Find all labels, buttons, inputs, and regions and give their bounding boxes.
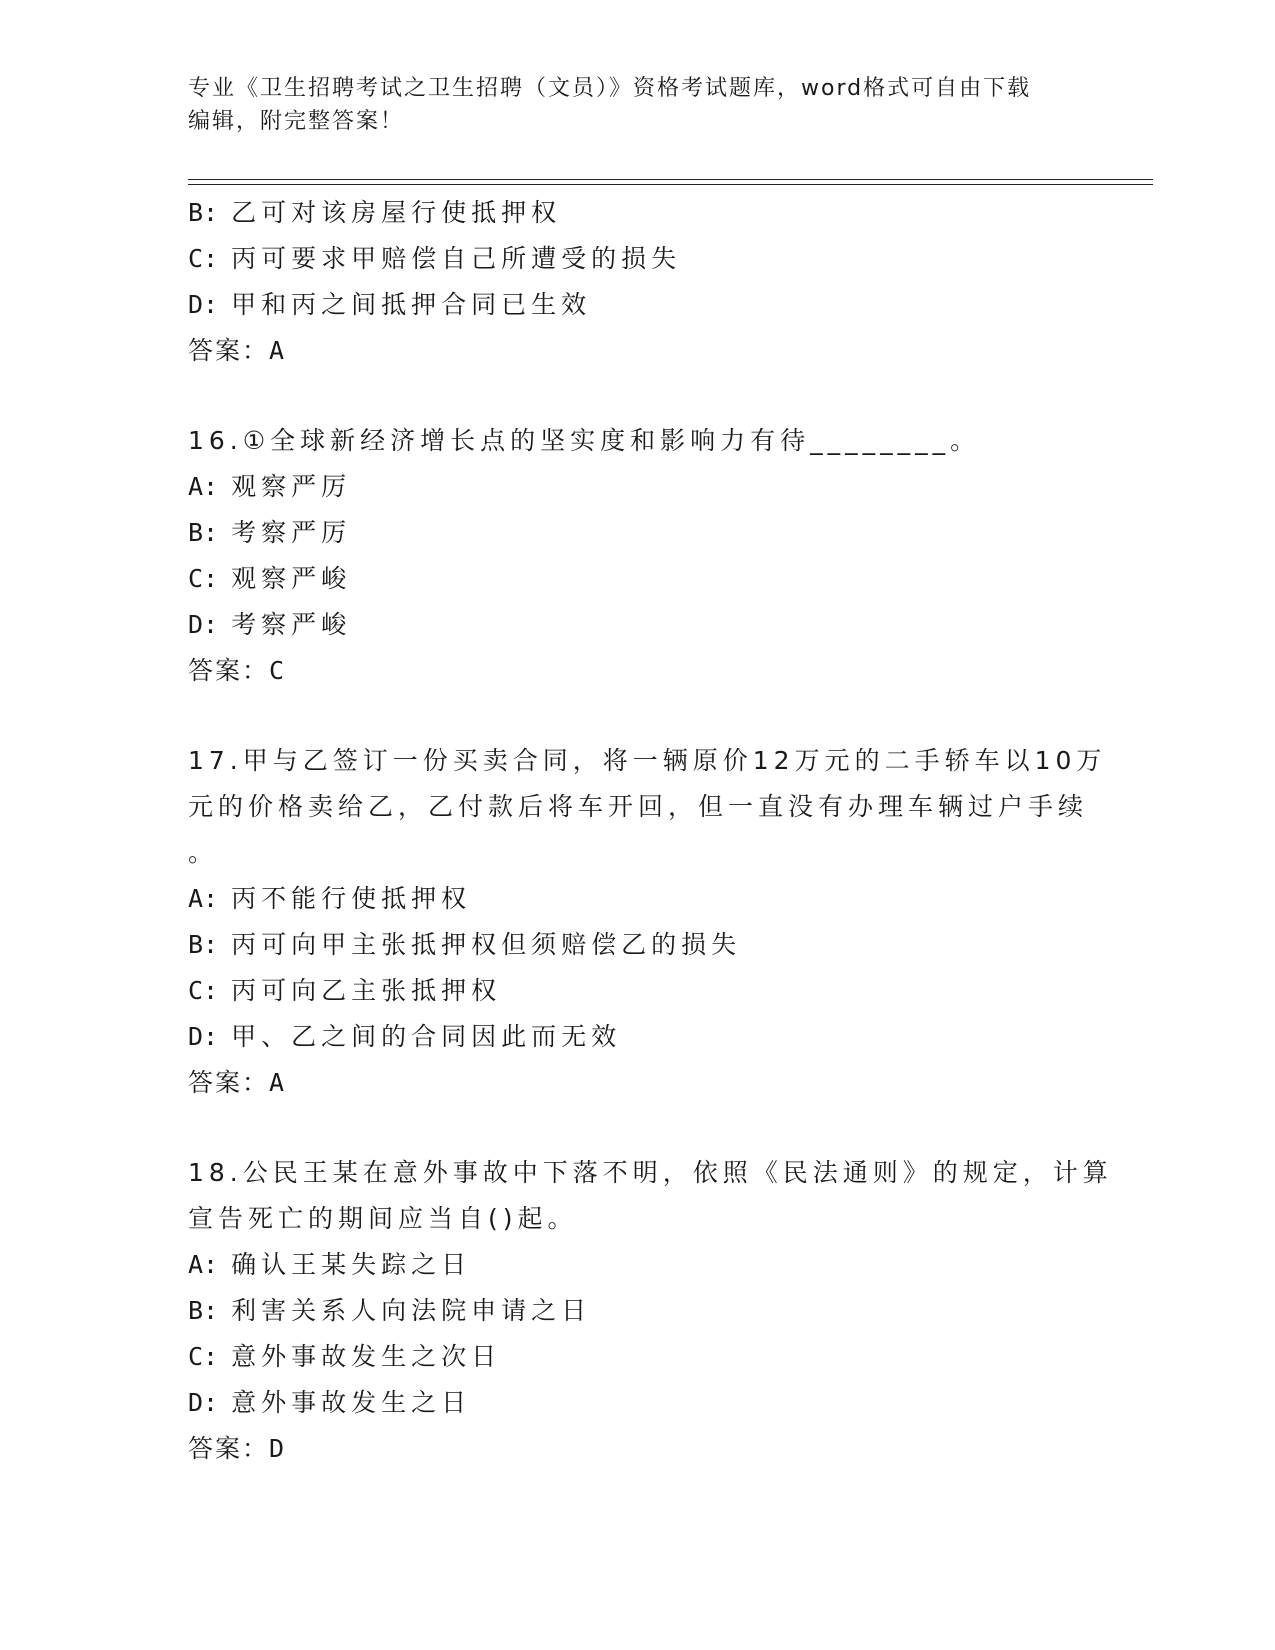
answer: 答案：A bbox=[188, 1068, 287, 1097]
option-b: B: 丙可向甲主张抵押权但须赔偿乙的损失 bbox=[188, 930, 742, 959]
question-stem-line-2: 宣告死亡的期间应当自()起。 bbox=[188, 1204, 578, 1233]
option-d: D: 甲和丙之间抵押合同已生效 bbox=[188, 290, 592, 319]
option-d: D: 甲、乙之间的合同因此而无效 bbox=[188, 1022, 622, 1051]
question-17 bbox=[188, 738, 1107, 1106]
question-stem-line-2: 元的价格卖给乙，乙付款后将车开回，但一直没有办理车辆过户手续 bbox=[188, 792, 1089, 821]
question-15-continuation bbox=[188, 190, 1088, 374]
header-line-1: 专业《卫生招聘考试之卫生招聘（文员）》资格考试题库，word格式可自由下载 bbox=[188, 76, 1032, 101]
option-c: C: 丙可向乙主张抵押权 bbox=[188, 976, 502, 1005]
option-b: B: 利害关系人向法院申请之日 bbox=[188, 1296, 592, 1325]
answer: 答案：A bbox=[188, 336, 287, 365]
question-stem: 16.①全球新经济增长点的坚实度和影响力有待________。 bbox=[188, 426, 981, 455]
option-c: C: 丙可要求甲赔偿自己所遭受的损失 bbox=[188, 244, 682, 273]
option-a: A: 观察严厉 bbox=[188, 472, 352, 501]
option-d: D: 考察严峻 bbox=[188, 610, 352, 639]
answer: 答案：C bbox=[188, 656, 287, 685]
question-stem-line-1: 17.甲与乙签订一份买卖合同，将一辆原价12万元的二手轿车以10万 bbox=[188, 746, 1107, 775]
option-b: B: 考察严厉 bbox=[188, 518, 352, 547]
header-rule-top bbox=[188, 179, 1153, 180]
header-line-2: 编辑，附完整答案！ bbox=[188, 109, 405, 134]
document-header bbox=[188, 72, 1088, 138]
option-a: A: 确认王某失踪之日 bbox=[188, 1250, 472, 1279]
question-content bbox=[188, 190, 1113, 1472]
option-d: D: 意外事故发生之日 bbox=[188, 1388, 472, 1417]
question-stem-line-1: 18.公民王某在意外事故中下落不明，依照《民法通则》的规定，计算 bbox=[188, 1158, 1113, 1187]
option-c: C: 观察严峻 bbox=[188, 564, 352, 593]
header-rule-bottom bbox=[188, 184, 1153, 185]
question-16 bbox=[188, 418, 1088, 694]
question-18 bbox=[188, 1150, 1113, 1472]
option-a: A: 丙不能行使抵押权 bbox=[188, 884, 472, 913]
question-stem-line-3: 。 bbox=[188, 838, 219, 867]
option-c: C: 意外事故发生之次日 bbox=[188, 1342, 502, 1371]
option-b: B: 乙可对该房屋行使抵押权 bbox=[188, 198, 562, 227]
answer: 答案：D bbox=[188, 1434, 287, 1463]
